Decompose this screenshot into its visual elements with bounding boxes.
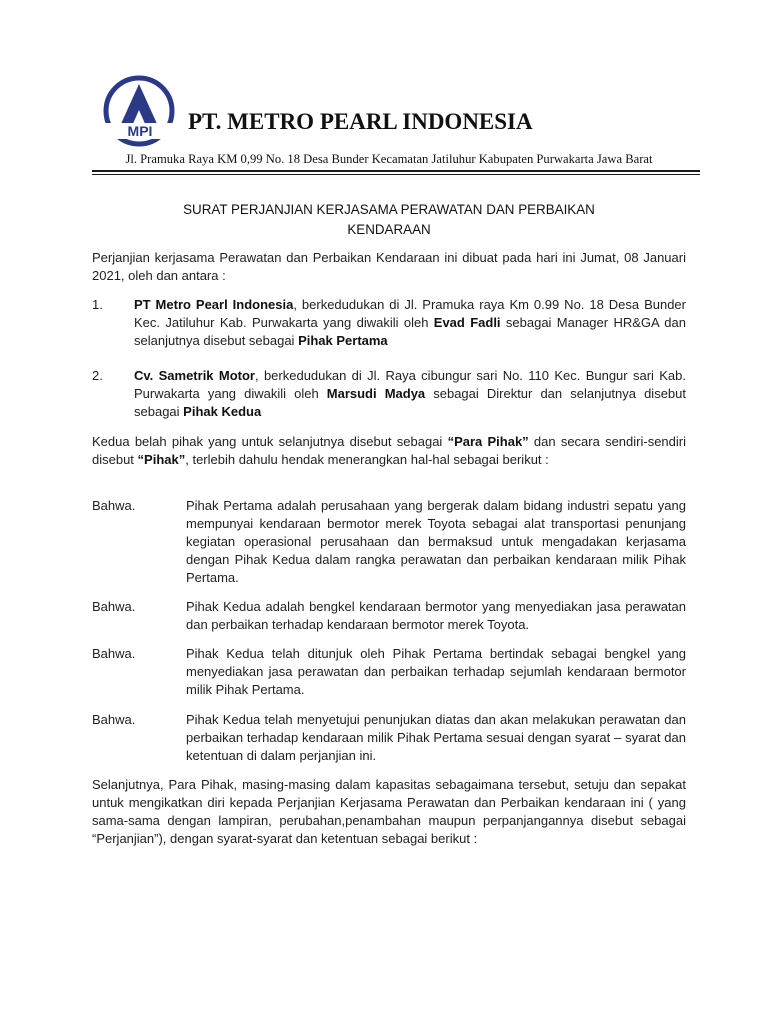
- party-2-alias: Pihak Kedua: [183, 404, 262, 419]
- recital-4-label: Bahwa.: [92, 712, 136, 727]
- both-parties-text-3: , terlebih dahulu hendak menerangkan hal-hal sebagai berikut :: [185, 452, 549, 467]
- party-1-text: [134, 296, 686, 350]
- party-1-number: 1.: [92, 297, 103, 312]
- recital-2-text: Pihak Kedua adalah bengkel kendaraan bermotor yang menyediakan jasa perawatan dan perbaikan terhadap kendaraan bermotor merek Toyota.: [186, 599, 686, 632]
- party-1-name: PT Metro Pearl Indonesia: [134, 297, 294, 312]
- recital-1-label: Bahwa.: [92, 498, 136, 513]
- para-pihak-term: “Para Pihak”: [447, 434, 529, 449]
- party-2-rep: Marsudi Madya: [326, 386, 426, 401]
- company-address: Jl. Pramuka Raya KM 0,99 No. 18 Desa Bunder Kecamatan Jatiluhur Kabupaten Purwakarta Jawa Barat: [125, 152, 653, 166]
- closing-paragraph: Selanjutnya, Para Pihak, masing-masing dalam kapasitas sebagaimana tersebut, setuju dan sepakat untuk mengikatkan diri kepada Perjanjian Kerjasama Perawatan dan Perbaikan kendaraan ini ( yang sama-sama dengan lampiran, perubahan,penambahan maupun perpanjangannya disebut sebagai “Perjanjian”), dengan syarat-syarat dan ketentuan sebagai berikut :: [92, 777, 686, 846]
- both-parties-text-1: Kedua belah pihak yang untuk selanjutnya disebut sebagai: [92, 434, 448, 449]
- party-1-desc: , berkedudukan di Jl. Pramuka raya Km 0.99 No. 18 Desa Bunder Kec. Jatiluhur Kab. Purwakarta yang diwakili oleh: [134, 297, 686, 330]
- party-2-text: [134, 367, 686, 421]
- company-logo: [101, 74, 179, 148]
- party-1-alias: Pihak Pertama: [298, 333, 388, 348]
- recital-1-text: Pihak Pertama adalah perusahaan yang bergerak dalam bidang industri sepatu yang mempunyai kendaraan bermotor merek Toyota sebagai alat transportasi penunjang kegiatan operasional perusahaan dan bermaksud untuk mengadakan kerjasama dengan Pihak Kedua dalam rangka perawatan dan perbaikan kendaraan milik Pihak Pertama.: [186, 498, 686, 585]
- recital-3-text: Pihak Kedua telah ditunjuk oleh Pihak Pertama bertindak sebagai bengkel yang menyediakan jasa perawatan dan perbaikan terhadap sejumlah kendaraan bermotor milik Pihak Pertama.: [186, 646, 686, 697]
- party-1-rep: Evad Fadli: [433, 315, 501, 330]
- logo-text: MPI: [127, 123, 153, 139]
- both-parties-text-2: dan secara sendiri-sendiri disebut: [92, 434, 686, 467]
- pihak-term: “Pihak”: [137, 452, 186, 467]
- party-2-name: Cv. Sametrik Motor: [134, 368, 255, 383]
- both-parties-paragraph: [92, 433, 686, 469]
- party-1-desc-2: sebagai Manager HR&GA dan selanjutnya disebut sebagai: [134, 315, 687, 348]
- title-line-1: SURAT PERJANJIAN KERJASAMA PERAWATAN DAN PERBAIKAN: [183, 202, 595, 217]
- document-title: [92, 200, 686, 240]
- letterhead-divider-thin: [92, 174, 700, 175]
- intro-paragraph: Perjanjian kerjasama Perawatan dan Perbaikan Kendaraan ini dibuat pada hari ini Jumat, 08 Januari 2021, oleh dan antara :: [92, 250, 686, 283]
- recital-2-label: Bahwa.: [92, 599, 136, 614]
- recital-3-label: Bahwa.: [92, 646, 136, 661]
- party-2-desc-2: sebagai Direktur dan selanjutnya disebut sebagai: [134, 386, 686, 419]
- letterhead-divider: [92, 170, 700, 172]
- party-2-number: 2.: [92, 368, 103, 383]
- recital-4-text: Pihak Kedua telah menyetujui penunjukan diatas dan akan melakukan perawatan dan perbaikan terhadap kendaraan milik Pihak Pertama sesuai dengan syarat – syarat dan ketentuan di dalam perjanjian ini.: [186, 712, 686, 763]
- party-2-desc: , berkedudukan di Jl. Raya cibungur sari No. 110 Kec. Bungur sari Kab. Purwakarta yang diwakili oleh: [134, 368, 686, 401]
- company-name: PT. METRO PEARL INDONESIA: [188, 109, 533, 134]
- title-line-2: KENDARAAN: [347, 222, 431, 237]
